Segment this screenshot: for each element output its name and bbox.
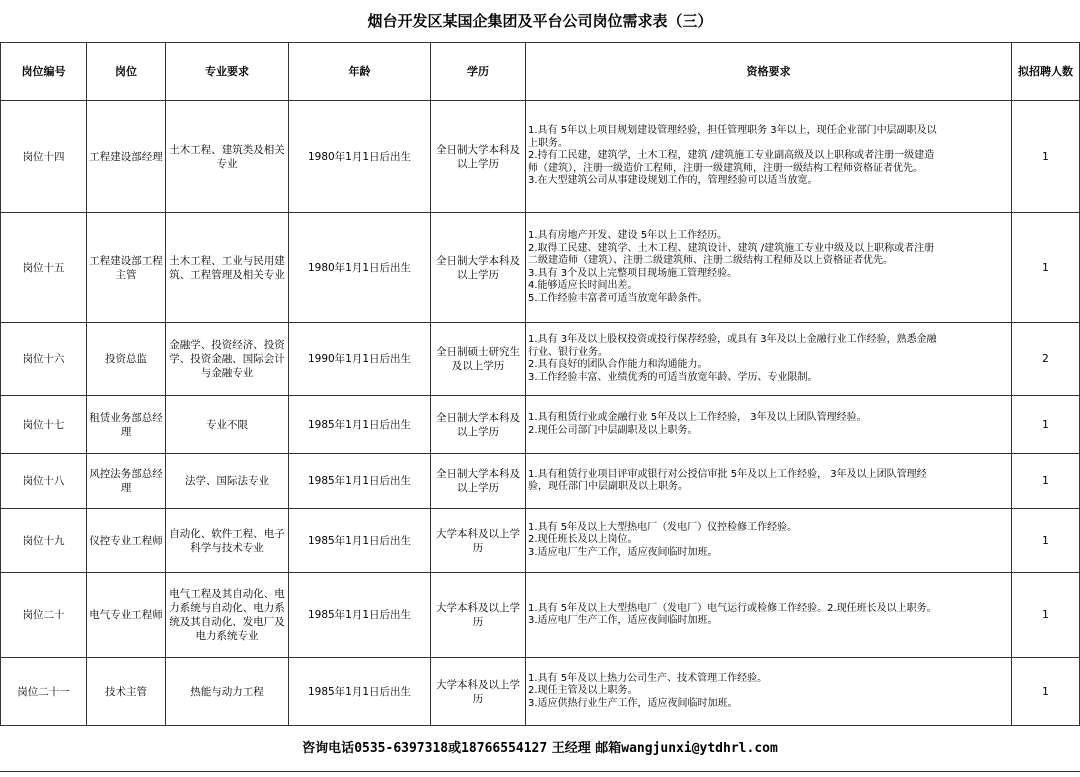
major-requirement: 自动化、软件工程、电子科学与技术专业 (166, 509, 289, 573)
education-requirement: 全日制大学本科及以上学历 (431, 101, 526, 213)
table-row (1, 573, 1080, 658)
age-requirement: 1985年1月1日后出生 (289, 658, 431, 726)
table-header-row (1, 43, 1080, 101)
education-requirement: 大学本科及以上学历 (431, 509, 526, 573)
age-requirement: 1980年1月1日后出生 (289, 213, 431, 323)
position-id: 岗位二十一 (1, 658, 87, 726)
position-id: 岗位十五 (1, 213, 87, 323)
hiring-count: 2 (1012, 323, 1080, 396)
hiring-count: 1 (1012, 573, 1080, 658)
hiring-count: 1 (1012, 509, 1080, 573)
requirement-line: 2.取得工民建、建筑学、土木工程、建筑设计、建筑 /建筑施工专业中级及以上职称或者注册 (528, 242, 935, 254)
major-requirement: 金融学、投资经济、投资学、投资金融、国际会计与金融专业 (166, 323, 289, 396)
position-id: 岗位十四 (1, 101, 87, 213)
table-row (1, 658, 1080, 726)
qualification-requirements (526, 454, 1012, 509)
table-row (1, 101, 1080, 213)
requirement-line: 3.在大型建筑公司从事建设规划工作的，管理经验可以适当放宽。 (528, 175, 818, 187)
position-id: 岗位二十 (1, 573, 87, 658)
requirement-line: 1.具有 5年及以上大型热电厂（发电厂）仪控检修工作经验。 (528, 521, 798, 533)
requirement-line: 验，现任部门中层副职及以上职务。 (528, 481, 688, 492)
requirement-line: 3.适应供热行业生产工作，适应夜间临时加班。 (528, 697, 738, 709)
hiring-count: 1 (1012, 658, 1080, 726)
requirement-line: 1.具有 5年以上项目规划建设管理经验，担任管理职务 3年以上，现任企业部门中层副职及以 (528, 125, 937, 137)
position-id: 岗位十九 (1, 509, 87, 573)
position-id: 岗位十七 (1, 396, 87, 454)
header-position: 岗位 (87, 43, 166, 101)
requirement-line: 2.具有良好的团队合作能力和沟通能力。 (528, 359, 708, 370)
contact-footer (0, 726, 1080, 772)
age-requirement: 1985年1月1日后出生 (289, 509, 431, 573)
requirement-line: 2.现任公司部门中层副职及以上职务。 (528, 424, 698, 436)
education-requirement: 大学本科及以上学历 (431, 658, 526, 726)
requirement-line: 1.具有租赁行业项目评审或银行对公授信审批 5年及以上工作经验， 3年及以上团队管理经 (528, 468, 927, 480)
requirement-line: 1.具有 5年及以上热力公司生产、技术管理工作经验。 (528, 672, 768, 684)
table-row (1, 509, 1080, 573)
education-requirement: 全日制硕士研究生及以上学历 (431, 323, 526, 396)
requirement-line: 二级建造师（建筑）、注册二级建筑师、注册二级结构工程师及以上资格证者优先。 (528, 255, 893, 266)
qualification-requirements (526, 323, 1012, 396)
table-row (1, 454, 1080, 509)
requirement-line: 1.具有租赁行业或金融行业 5年及以上工作经验， 3年及以上团队管理经验。 (528, 412, 867, 423)
contact-phone: 0535-6397318或18766554127 (354, 741, 548, 756)
major-requirement: 土木工程、建筑类及相关专业 (166, 101, 289, 213)
major-requirement: 专业不限 (166, 396, 289, 454)
education-requirement: 全日制大学本科及以上学历 (431, 213, 526, 323)
age-requirement: 1980年1月1日后出生 (289, 101, 431, 213)
requirement-line: 1.具有房地产开发、建设 5年以上工作经历。 (528, 230, 728, 241)
requirement-line: 3.适应电厂生产工作，适应夜间临时加班。 (528, 546, 718, 558)
education-requirement: 大学本科及以上学历 (431, 573, 526, 658)
education-requirement: 全日制大学本科及以上学历 (431, 396, 526, 454)
position-name: 工程建设部经理 (87, 101, 166, 213)
position-name: 风控法务部总经理 (87, 454, 166, 509)
hiring-count: 1 (1012, 101, 1080, 213)
requirement-line: 3.具有 3个及以上完整项目现场施工管理经验。 (528, 267, 738, 279)
requirement-line: 1.具有 3年及以上股权投资或投行保荐经验，或具有 3年及以上金融行业工作经验，熟悉金融 (528, 334, 937, 345)
age-requirement: 1985年1月1日后出生 (289, 573, 431, 658)
requirement-line: 上职务。 (528, 137, 568, 149)
qualification-requirements (526, 509, 1012, 573)
table-row (1, 323, 1080, 396)
requirement-line: 2.现任主管及以上职务。 (528, 685, 638, 697)
major-requirement: 热能与动力工程 (166, 658, 289, 726)
position-name: 电气专业工程师 (87, 573, 166, 658)
page-title: 烟台开发区某国企集团及平台公司岗位需求表（三） (367, 12, 713, 30)
education-requirement: 全日制大学本科及以上学历 (431, 454, 526, 509)
job-requirements-table (0, 42, 1080, 726)
qualification-requirements (526, 396, 1012, 454)
header-major: 专业要求 (166, 43, 289, 101)
position-id: 岗位十六 (1, 323, 87, 396)
hiring-count: 1 (1012, 396, 1080, 454)
header-id: 岗位编号 (1, 43, 87, 101)
header-education: 学历 (431, 43, 526, 101)
table-row (1, 396, 1080, 454)
position-name: 工程建设部工程主管 (87, 213, 166, 323)
requirement-line: 2.现任班长及以上岗位。 (528, 534, 638, 546)
major-requirement: 法学、国际法专业 (166, 454, 289, 509)
requirement-line: 2.持有工民建，建筑学，土木工程，建筑 /建筑施工专业副高级及以上职称或者注册一级建造 (528, 150, 935, 162)
contact-email: wangjunxi@ytdhrl.com (621, 741, 778, 756)
header-age: 年龄 (289, 43, 431, 101)
contact-person: 王经理 邮箱 (547, 741, 622, 756)
hiring-count: 1 (1012, 454, 1080, 509)
qualification-requirements (526, 658, 1012, 726)
position-name: 投资总监 (87, 323, 166, 396)
contact-label: 咨询电话 (302, 741, 355, 756)
age-requirement: 1990年1月1日后出生 (289, 323, 431, 396)
requirement-line: 5.工作经验丰富者可适当放宽年龄条件。 (528, 292, 708, 304)
position-id: 岗位十八 (1, 454, 87, 509)
requirement-line: 3.适应电厂生产工作，适应夜间临时加班。 (528, 615, 718, 626)
requirement-line: 师（建筑），注册一级造价工程师，注册一级建筑师，注册一级结构工程师资格证者优先。 (528, 162, 923, 174)
requirement-line: 行业、银行业务。 (528, 346, 608, 358)
header-count: 拟招聘人数 (1012, 43, 1080, 101)
major-requirement: 土木工程、工业与民用建筑、工程管理及相关专业 (166, 213, 289, 323)
requirement-line: 4.能够适应长时间出差。 (528, 280, 638, 291)
header-requirements: 资格要求 (526, 43, 1012, 101)
position-name: 仪控专业工程师 (87, 509, 166, 573)
table-row (1, 213, 1080, 323)
requirement-line: 1.具有 5年及以上大型热电厂（发电厂）电气运行或检修工作经验。2.现任班长及以上职务。 (528, 602, 937, 614)
major-requirement: 电气工程及其自动化、电力系统与自动化、电力系统及其自动化、发电厂及电力系统专业 (166, 573, 289, 658)
qualification-requirements (526, 573, 1012, 658)
qualification-requirements (526, 213, 1012, 323)
position-name: 技术主管 (87, 658, 166, 726)
position-name: 租赁业务部总经理 (87, 396, 166, 454)
qualification-requirements (526, 101, 1012, 213)
age-requirement: 1985年1月1日后出生 (289, 454, 431, 509)
hiring-count: 1 (1012, 213, 1080, 323)
requirement-line: 3.工作经验丰富、业绩优秀的可适当放宽年龄、学历、专业限制。 (528, 371, 818, 383)
age-requirement: 1985年1月1日后出生 (289, 396, 431, 454)
